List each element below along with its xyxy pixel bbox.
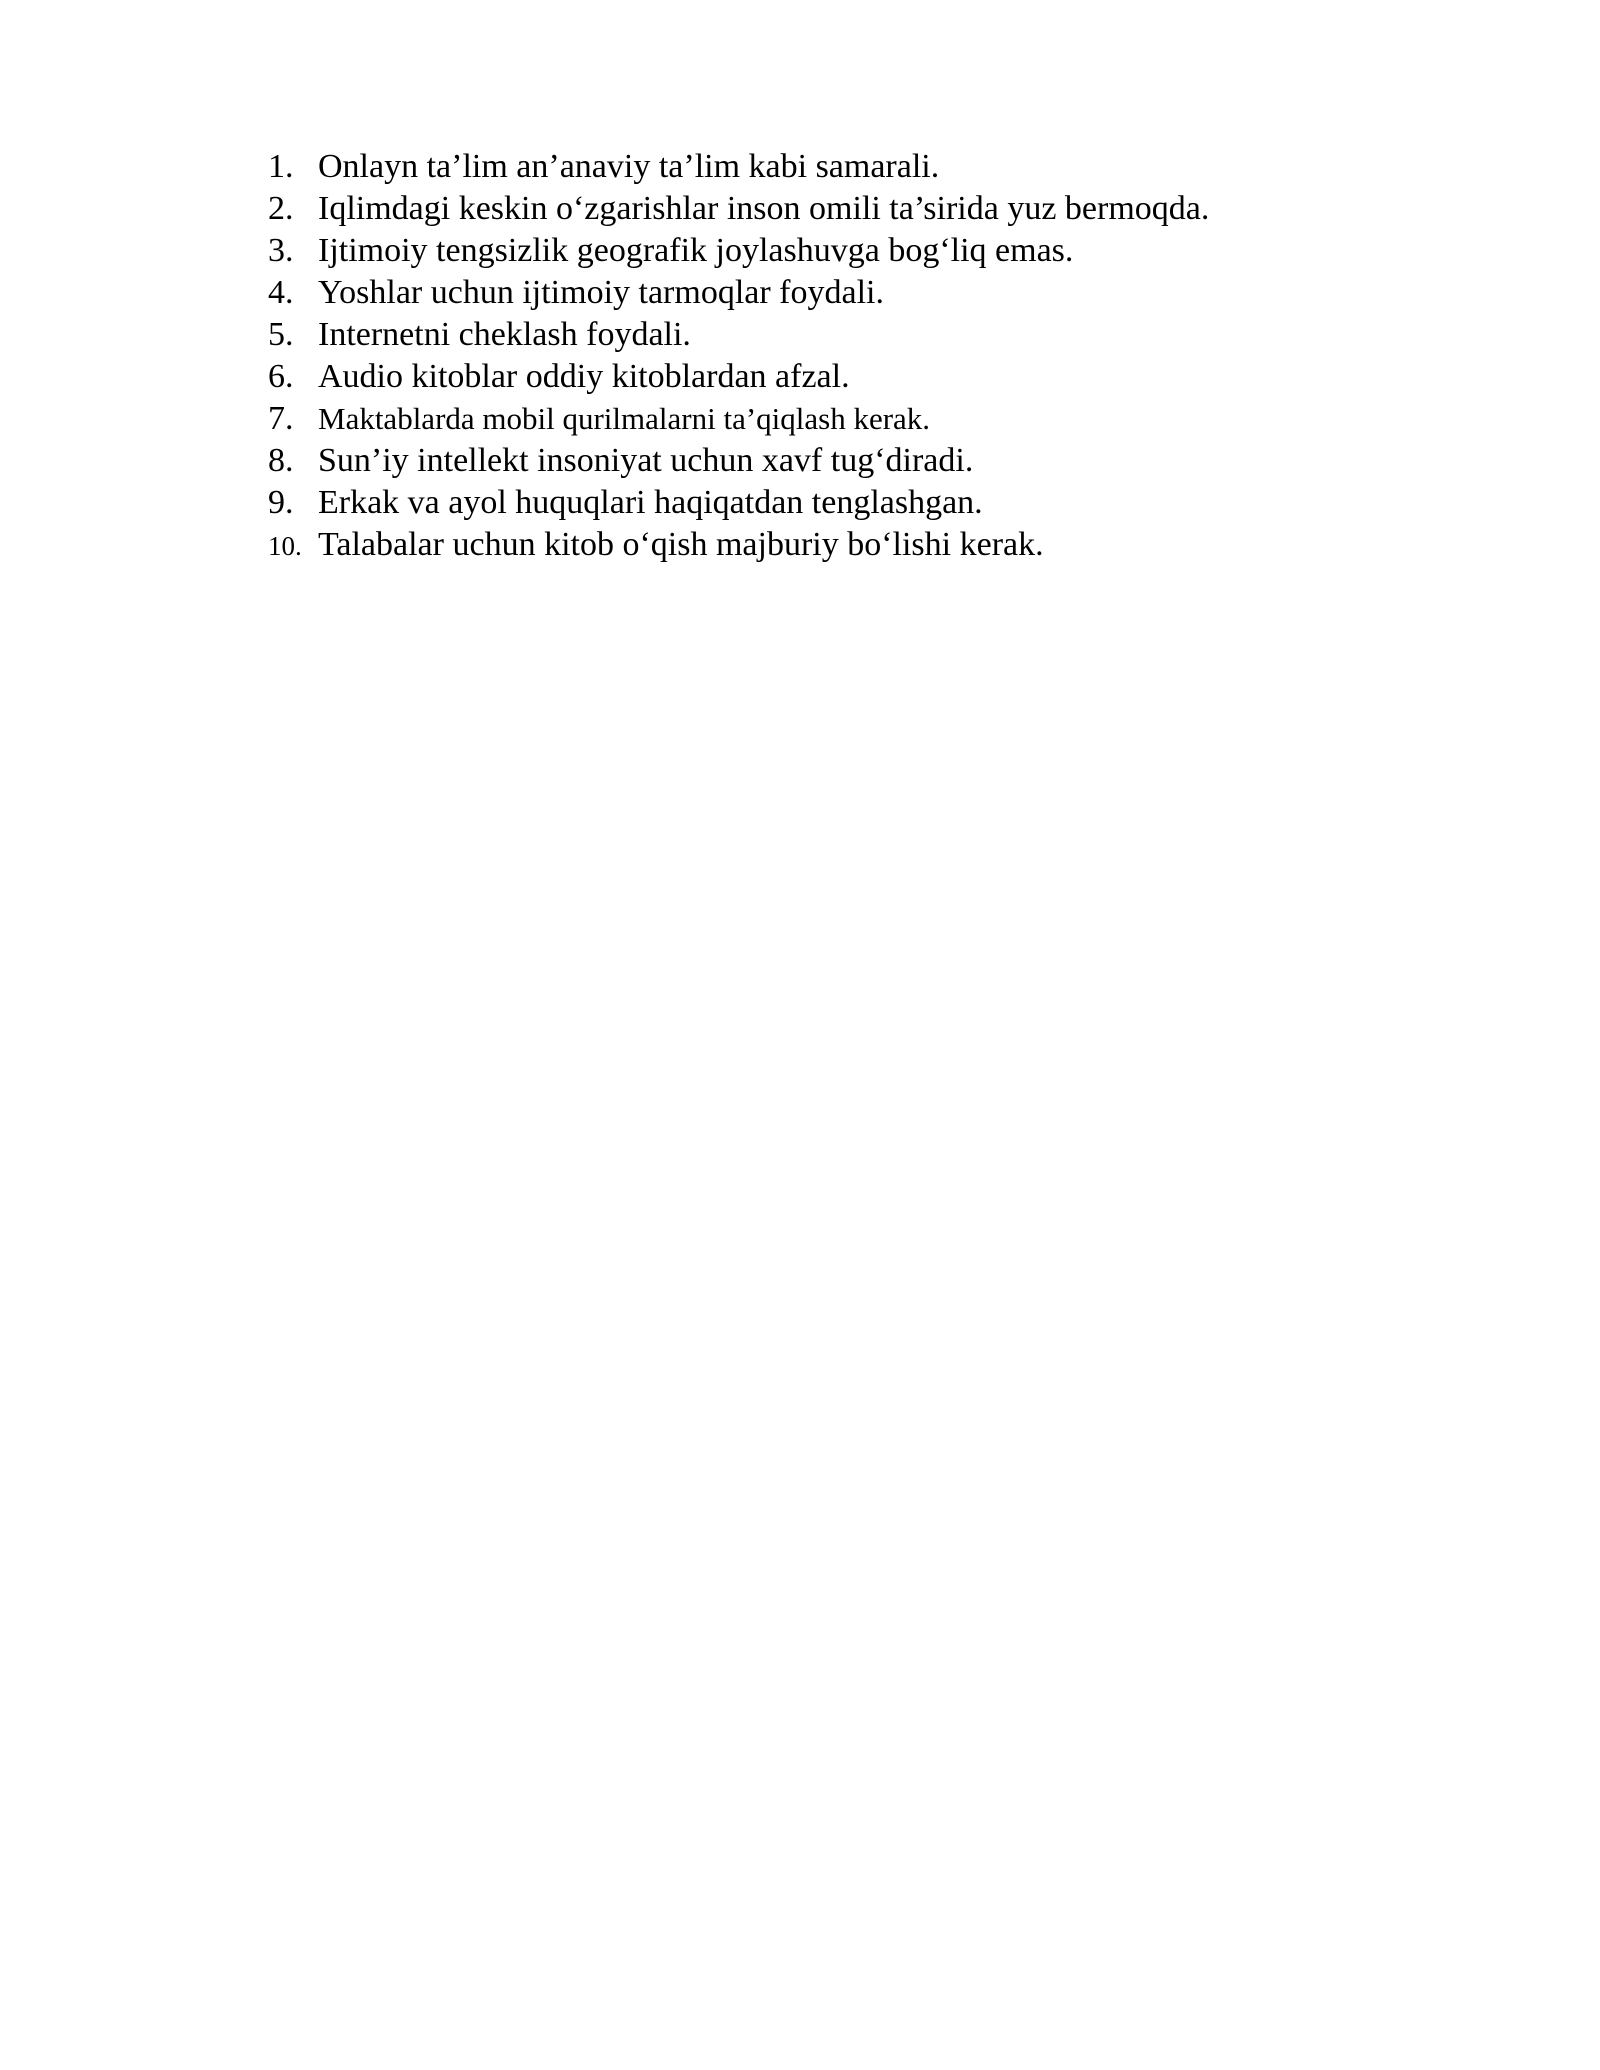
list-item-text: Talabalar uchun kitob o‘qish majburiy bo‘lishi kerak. [318,526,1044,563]
list-item [268,146,1209,188]
list-item [268,440,1209,482]
list-item [268,482,1209,524]
list-item [268,314,1209,356]
list-item-text: Internetni cheklash foydali. [318,316,691,353]
list-item-number: 4. [268,274,294,311]
list-item [268,230,1209,272]
list-item-number: 9. [268,484,294,521]
list-item-text: Erkak va ayol huquqlari haqiqatdan tenglashgan. [318,484,983,521]
list-item-text: Sun’iy intellekt insoniyat uchun xavf tug‘diradi. [318,442,974,479]
list-item [268,524,1209,566]
list-item-text: Ijtimoiy tengsizlik geografik joylashuvga bog‘liq emas. [318,232,1074,269]
list-item-number: 1. [268,148,294,185]
list-item-text: Iqlimdagi keskin o‘zgarishlar inson omili ta’sirida yuz bermoqda. [318,190,1210,227]
list-item [268,398,1209,440]
list-item [268,188,1209,230]
list-item-text: Onlayn ta’lim an’anaviy ta’lim kabi samarali. [318,148,940,185]
list-item-number: 3. [268,232,294,269]
list-item-text: Audio kitoblar oddiy kitoblardan afzal. [318,358,850,395]
list-item-number: 10. [268,531,302,561]
list-item-number: 8. [268,442,294,479]
list-item [268,272,1209,314]
list-item-number: 2. [268,190,294,227]
list-item [268,356,1209,398]
list-item-number: 6. [268,358,294,395]
list-item-text: Yoshlar uchun ijtimoiy tarmoqlar foydali. [318,274,884,311]
list-item-number: 5. [268,316,294,353]
list-item-text: Maktablarda mobil qurilmalarni ta’qiqlash kerak. [318,401,931,436]
numbered-list [268,146,1209,566]
list-item-number: 7. [268,400,294,437]
